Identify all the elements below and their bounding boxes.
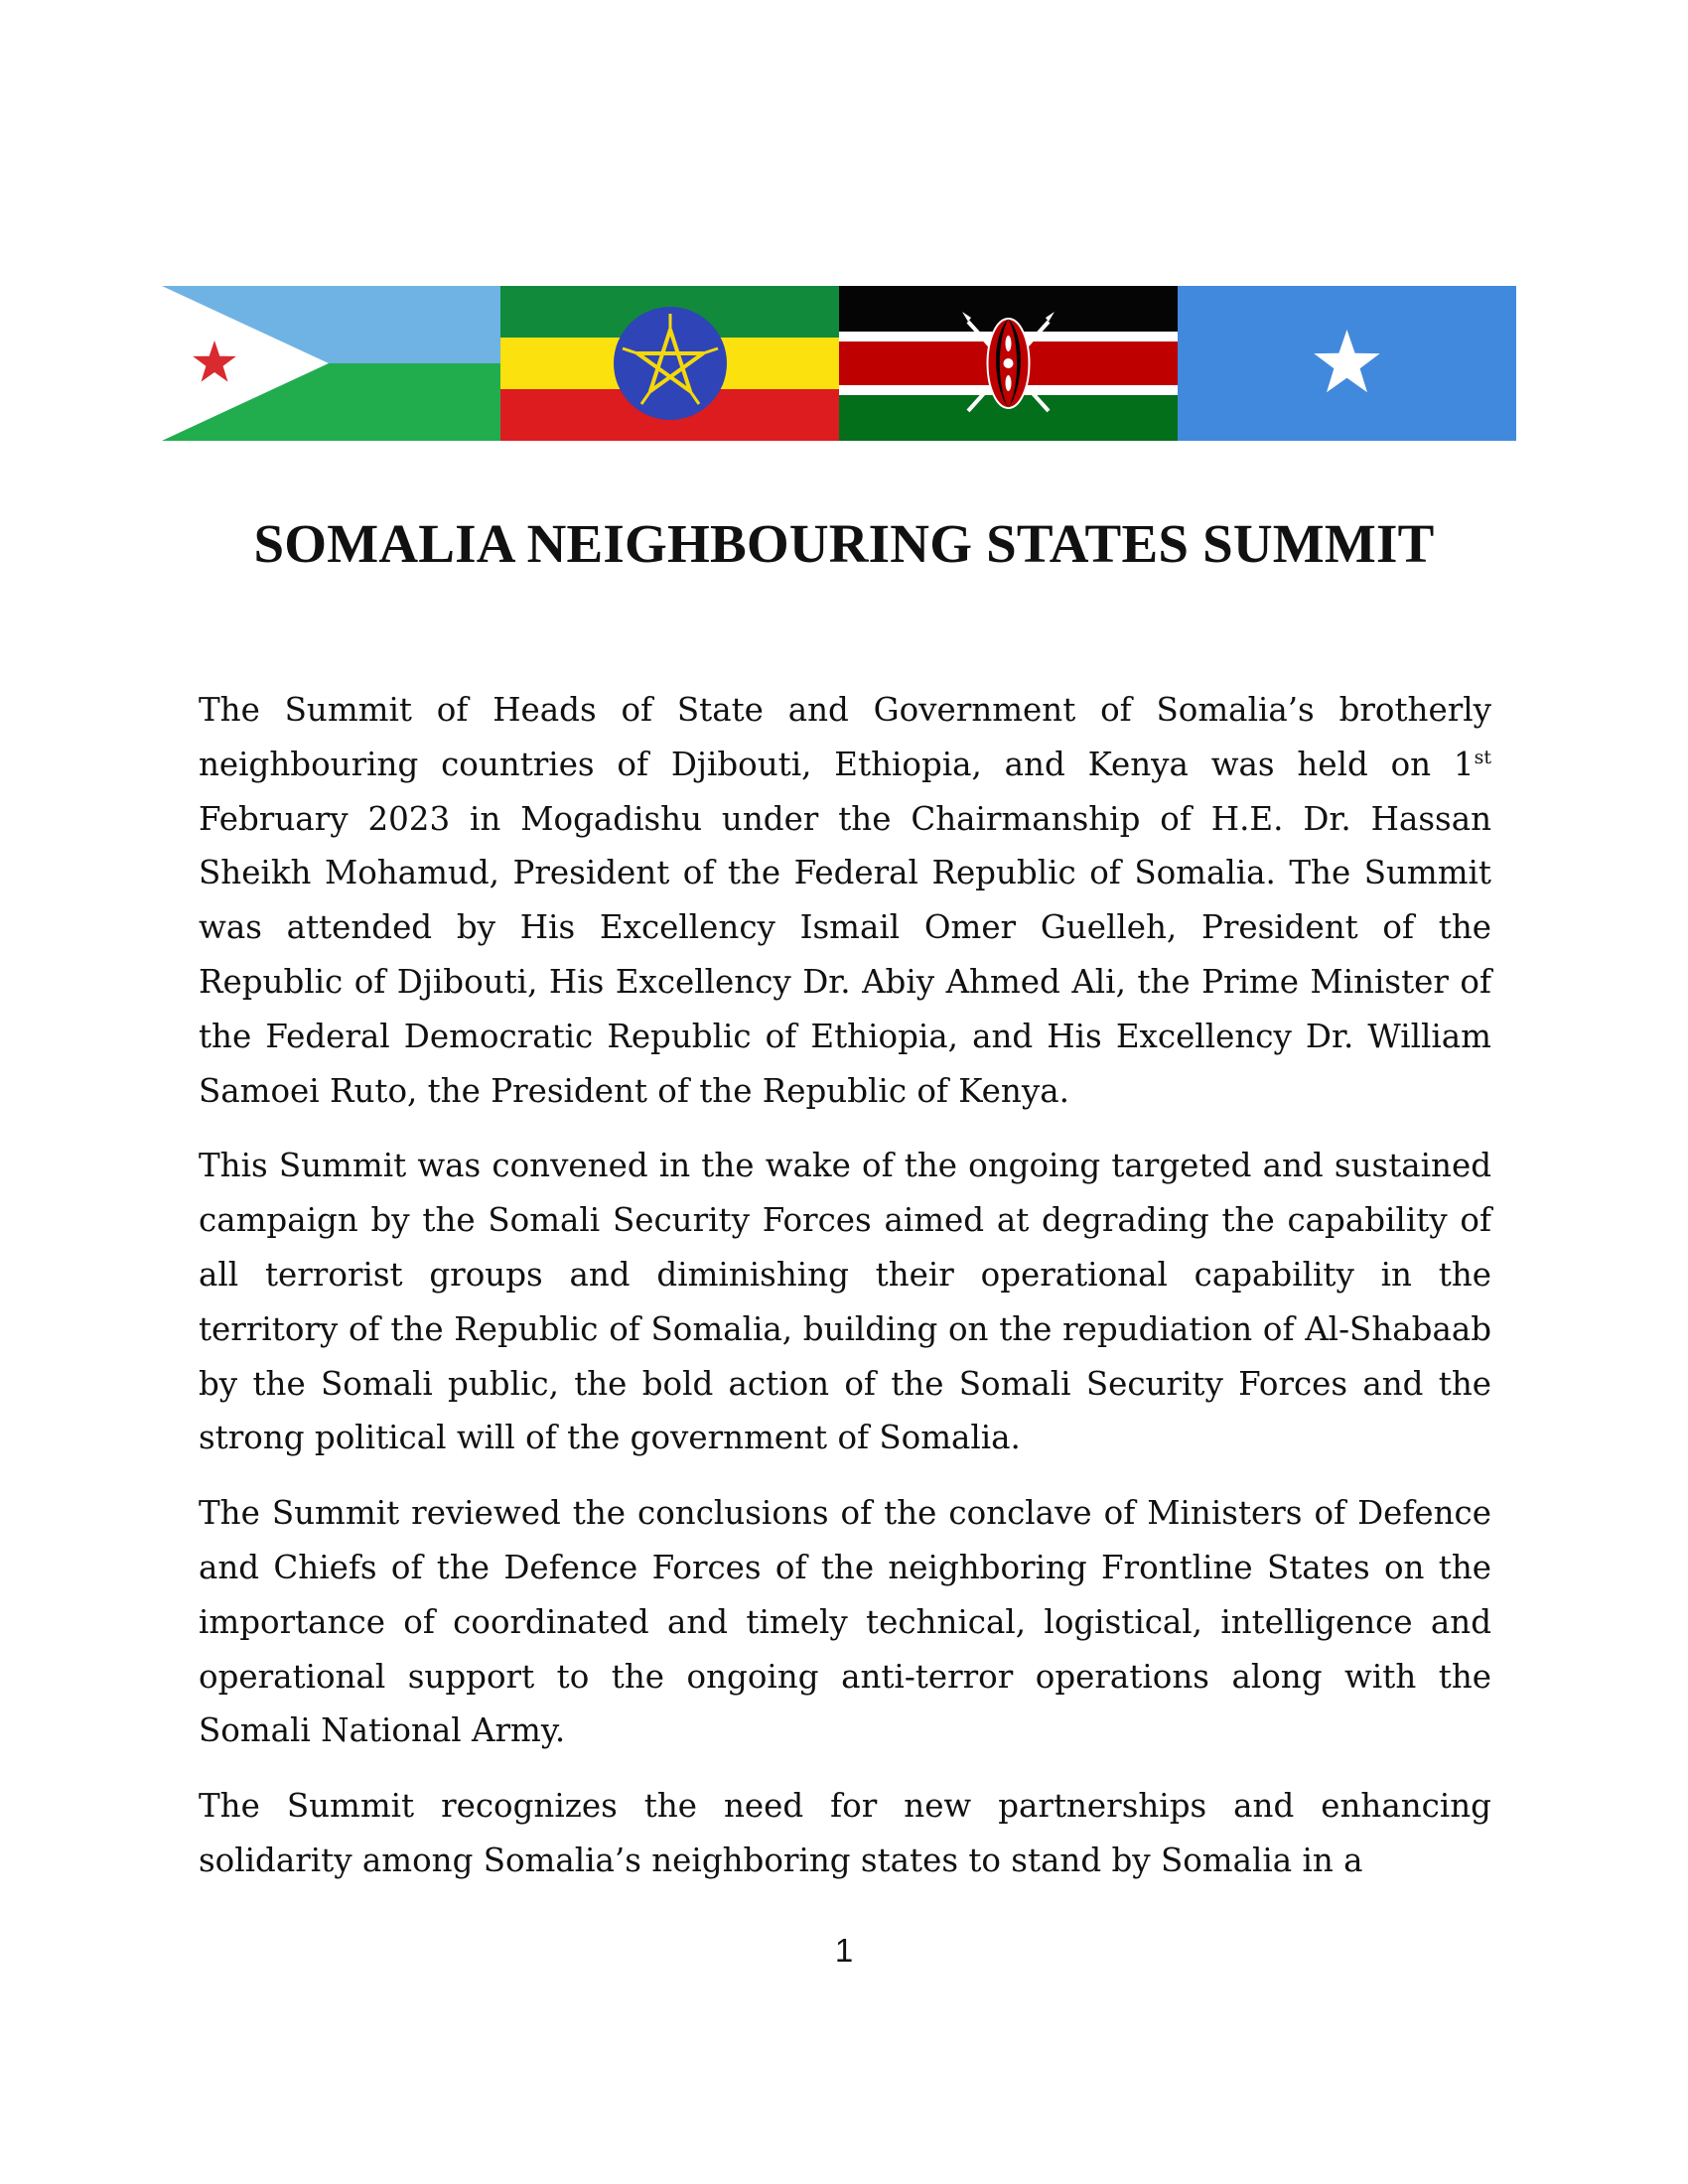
paragraph-4: The Summit recognizes the need for new partnerships and enhancing solidarity among Somalia’s neighboring states to stand by Somalia in a xyxy=(199,1787,1491,1879)
paragraph-1 xyxy=(199,683,1491,1118)
flag-banner xyxy=(162,286,1516,441)
ethiopia-flag-icon xyxy=(500,286,839,441)
kenya-flag-icon xyxy=(839,286,1178,441)
document-title: SOMALIA NEIGHBOURING STATES SUMMIT xyxy=(253,513,1435,574)
paragraph-1-text-a: The Summit of Heads of State and Government of Somalia’s brotherly neighbouring countries of Djibouti, Ethiopia, and Kenya was held on 1 xyxy=(199,691,1491,783)
somalia-flag-icon xyxy=(1178,286,1516,441)
djibouti-flag-icon xyxy=(162,286,500,441)
ordinal-suffix: st xyxy=(1474,746,1491,768)
document-body xyxy=(199,683,1491,1909)
paragraph-2: This Summit was convened in the wake of the ongoing targeted and sustained campaign by the Somali Security Forces aimed at degrading the capability of all terrorist groups and diminishing their operational capability in the territory of the Republic of Somalia, building on the repudiation of Al-Shabaab by the Somali public, the bold action of the Somali Security Forces and the strong political will of the government of Somalia. xyxy=(199,1147,1491,1457)
paragraph-1-text-b: February 2023 in Mogadishu under the Chairmanship of H.E. Dr. Hassan Sheikh Mohamud, President of the Federal Republic of Somalia. The Summit was attended by His Excellency Ismail Omer Guelleh, President of the Republic of Djibouti, His Excellency Dr. Abiy Ahmed Ali, the Prime Minister of the Federal Democratic Republic of Ethiopia, and His Excellency Dr. William Samoei Ruto, the President of the Republic of Kenya. xyxy=(199,799,1491,1110)
paragraph-3: The Summit reviewed the conclusions of the conclave of Ministers of Defence and Chiefs of the Defence Forces of the neighboring Frontline States on the importance of coordinated and timely technical, logistical, intelligence and operational support to the ongoing anti-terror operations along with the Somali National Army. xyxy=(199,1494,1491,1750)
page-number: 1 xyxy=(834,1932,854,1969)
